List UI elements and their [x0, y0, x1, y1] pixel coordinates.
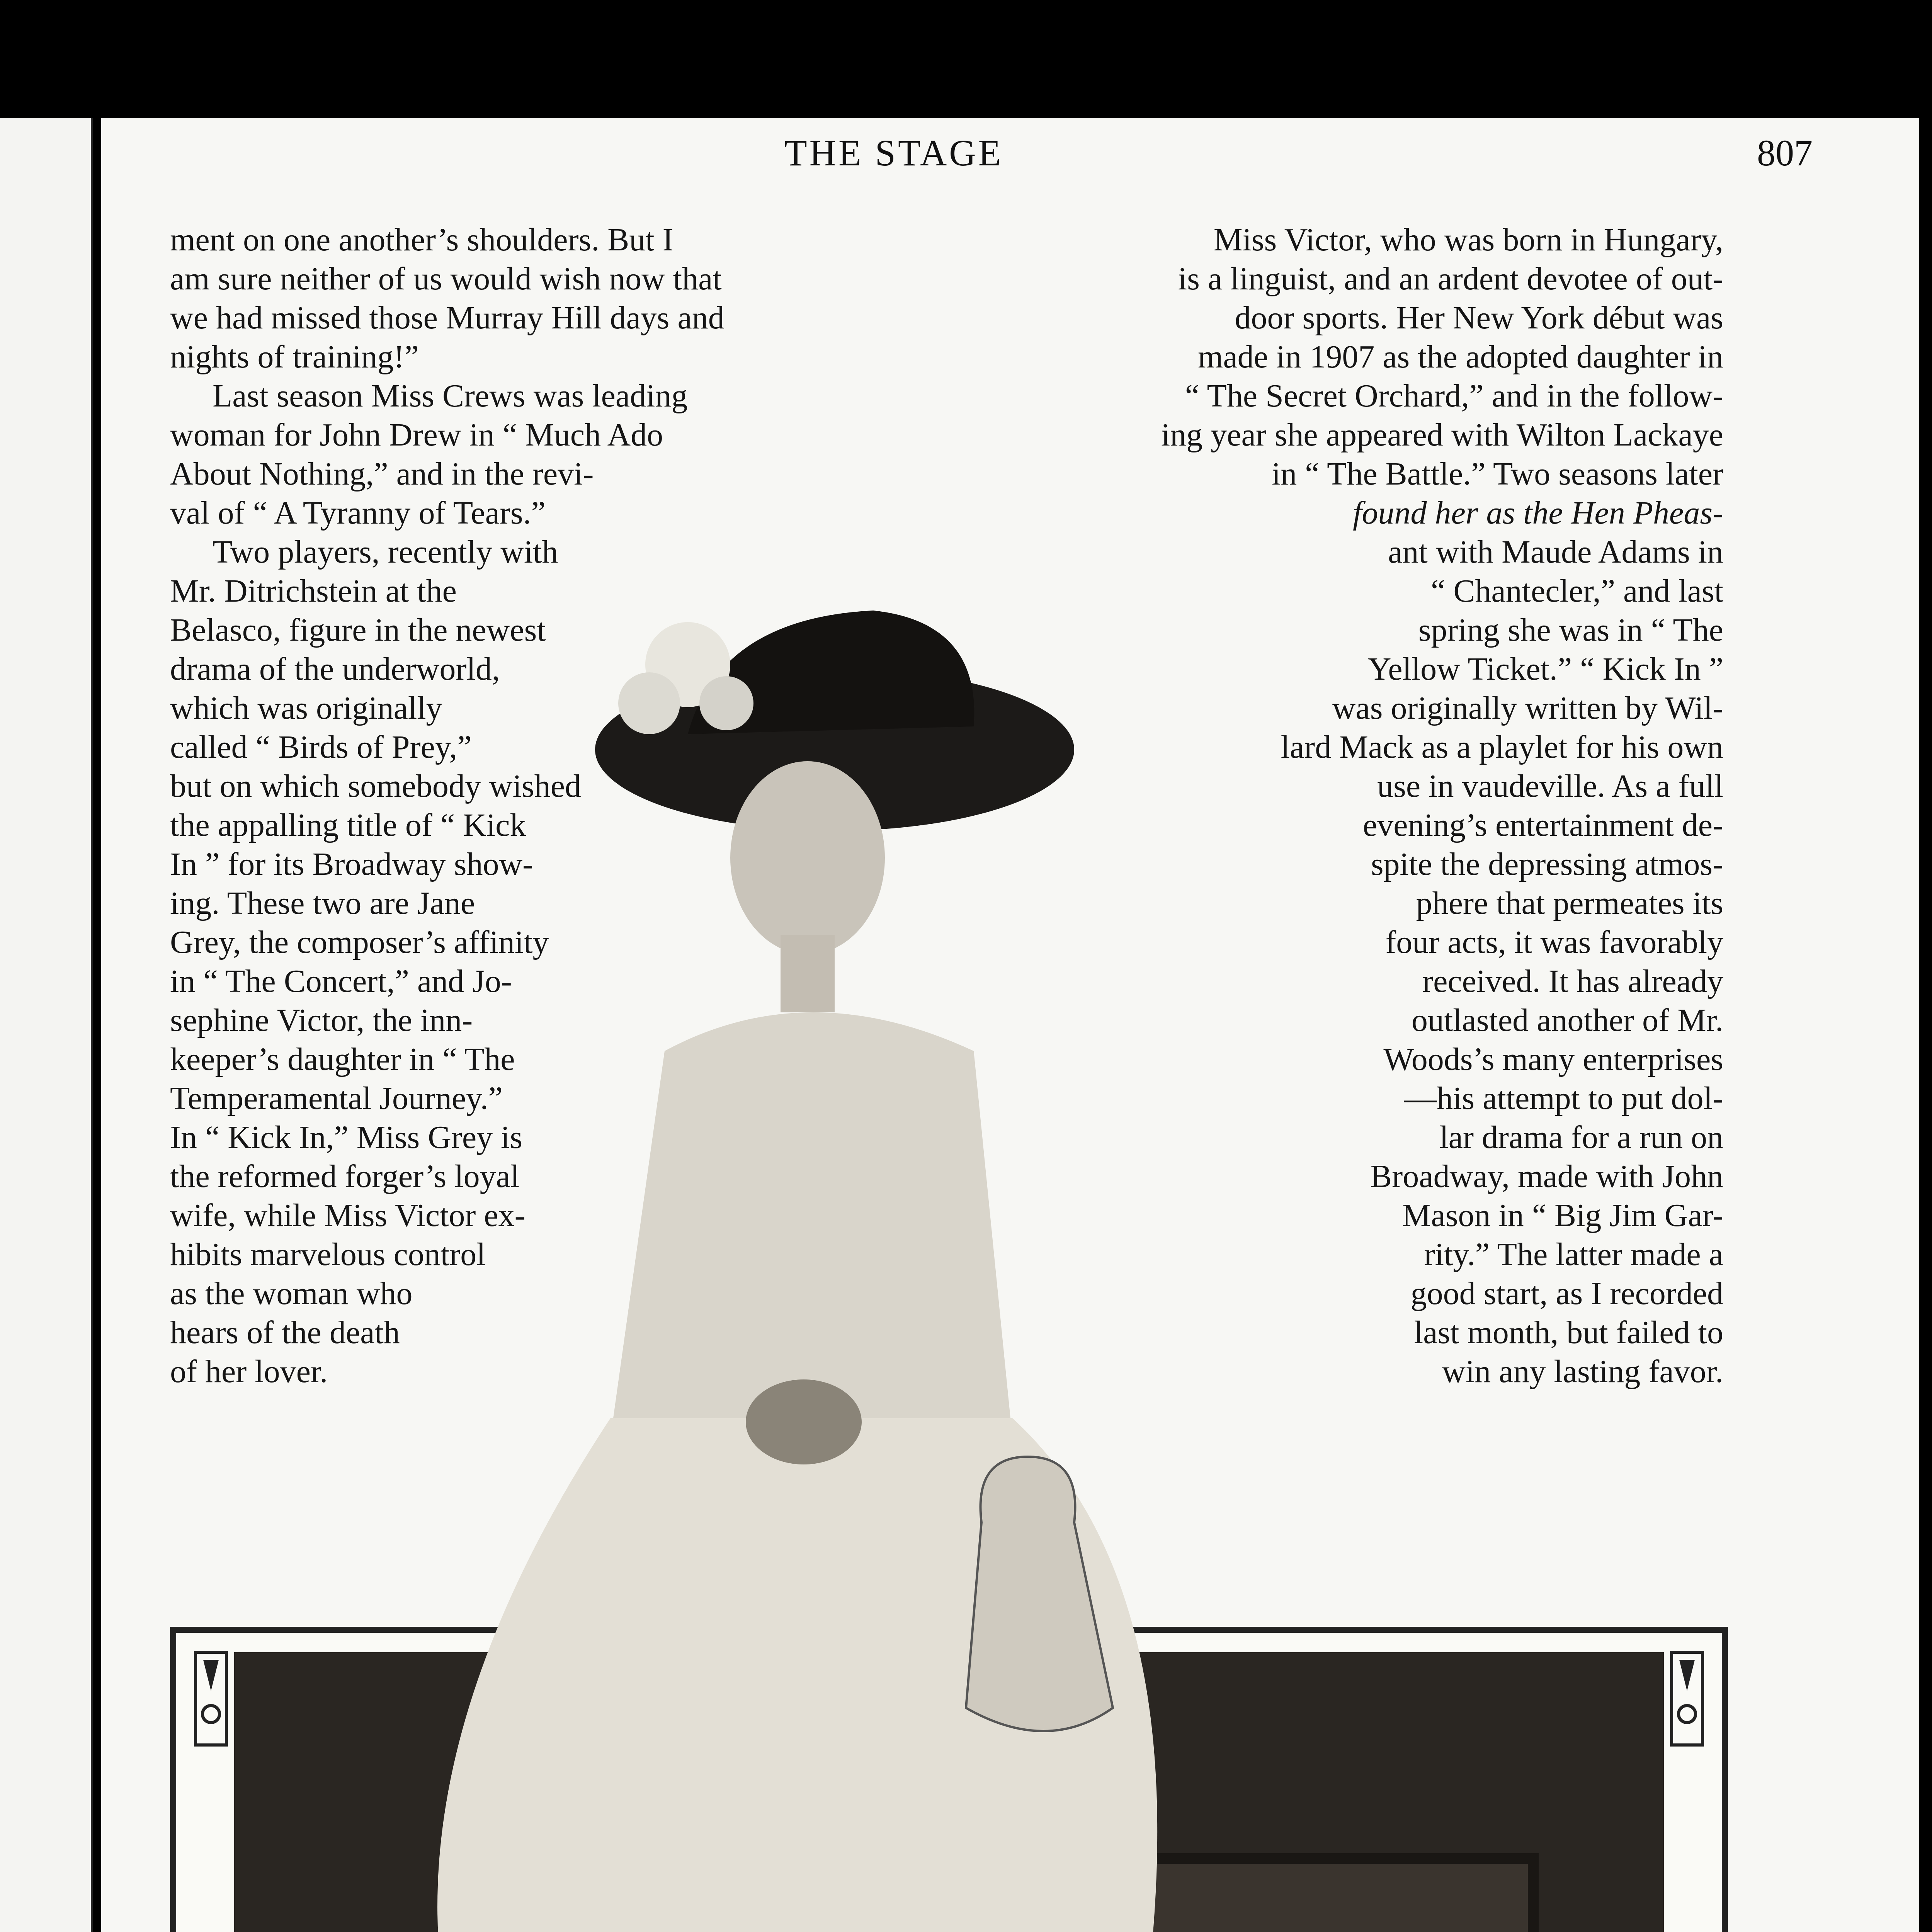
- text-line: win any lasting favor.: [1442, 1354, 1723, 1389]
- face: [730, 761, 885, 954]
- text-line: val of “ A Tyranny of Tears.”: [170, 495, 546, 531]
- text-line: outlasted another of Mr.: [1411, 1002, 1723, 1038]
- text-line: found her as the Hen Pheas-: [1353, 495, 1723, 531]
- text-line: Grey, the composer’s affinity: [170, 924, 549, 960]
- text-line: ant with Maude Adams in: [1388, 534, 1723, 570]
- text-line: sephine Victor, the inn-: [170, 1002, 473, 1038]
- text-line: wife, while Miss Victor ex-: [170, 1197, 526, 1233]
- gloved-hands: [746, 1379, 862, 1464]
- text-line: the appalling title of “ Kick: [170, 807, 526, 843]
- text-line: Mr. Ditrichstein at the: [170, 573, 457, 609]
- text-line: use in vaudeville. As a full: [1377, 768, 1723, 804]
- text-line: in “ The Battle.” Two seasons later: [1271, 456, 1723, 492]
- text-line: hibits marvelous control: [170, 1236, 486, 1272]
- text-line: last month, but failed to: [1414, 1315, 1723, 1350]
- text-line: —his attempt to put dol-: [1404, 1080, 1723, 1116]
- text-line: evening’s entertainment de-: [1363, 807, 1723, 843]
- text-line: the reformed forger’s loyal: [170, 1158, 520, 1194]
- text-line: rity.” The latter made a: [1424, 1236, 1723, 1272]
- text-line: In ” for its Broadway show-: [170, 846, 534, 882]
- text-line: Miss Victor, who was born in Hungary,: [1213, 222, 1723, 258]
- page-number: 807: [1757, 132, 1813, 173]
- text-line: Temperamental Journey.”: [170, 1080, 503, 1116]
- ornament-icon: [1664, 1648, 1710, 1749]
- text-line: lar drama for a run on: [1439, 1119, 1723, 1155]
- text-line: four acts, it was favorably: [1385, 924, 1723, 960]
- text-line: spring she was in “ The: [1418, 612, 1723, 648]
- text-line: Two players, recently with: [213, 534, 558, 570]
- text-line: called “ Birds of Prey,”: [170, 729, 472, 765]
- text-line: was originally written by Wil-: [1332, 690, 1723, 726]
- text-line: woman for John Drew in “ Much Ado: [170, 417, 663, 453]
- text-line: good start, as I recorded: [1410, 1276, 1723, 1311]
- text-line: Mason in “ Big Jim Gar-: [1402, 1197, 1723, 1233]
- text-line: In “ Kick In,” Miss Grey is: [170, 1119, 523, 1155]
- text-line: but on which somebody wished: [170, 768, 581, 804]
- text-line: nights of training!”: [170, 339, 419, 375]
- text-line: made in 1907 as the adopted daughter in: [1198, 339, 1723, 375]
- text-line: door sports. Her New York début was: [1235, 300, 1723, 336]
- text-line: About Nothing,” and in the revi-: [170, 456, 594, 492]
- text-line: keeper’s daughter in “ The: [170, 1041, 515, 1077]
- text-line: hears of the death: [170, 1315, 400, 1350]
- facing-page-edge: [0, 118, 93, 1932]
- text-line: which was originally: [170, 690, 442, 726]
- text-line: Last season Miss Crews was leading: [213, 378, 688, 414]
- ornament-icon: [188, 1648, 234, 1749]
- text-line: Woods’s many enterprises: [1383, 1041, 1723, 1077]
- text-line: ing year she appeared with Wilton Lackaye: [1161, 417, 1723, 453]
- text-line: Belasco, figure in the newest: [170, 612, 546, 648]
- text-line: received. It has already: [1422, 963, 1723, 999]
- text-line: phere that permeates its: [1416, 885, 1723, 921]
- text-line: am sure neither of us would wish now that: [170, 261, 722, 297]
- text-line: in “ The Concert,” and Jo-: [170, 963, 512, 999]
- text-line: “ The Secret Orchard,” and in the follow-: [1185, 378, 1723, 414]
- text-line: of her lover.: [170, 1354, 328, 1389]
- text-line: we had missed those Murray Hill days and: [170, 300, 724, 336]
- text-line: is a linguist, and an ardent devotee of out-: [1178, 261, 1723, 297]
- running-head: THE STAGE: [784, 132, 1003, 173]
- text-line: Broadway, made with John: [1370, 1158, 1723, 1194]
- text-line: lard Mack as a playlet for his own: [1281, 729, 1723, 765]
- text-line: as the woman who: [170, 1276, 413, 1311]
- text-line: Yellow Ticket.” “ Kick In ”: [1367, 651, 1723, 687]
- text-line: ment on one another’s shoulders. But I: [170, 222, 673, 258]
- text-line: “ Chantecler,” and last: [1431, 573, 1723, 609]
- text-line: drama of the underworld,: [170, 651, 500, 687]
- text-line: spite the depressing atmos-: [1371, 846, 1723, 882]
- dress-bodice: [611, 1012, 1012, 1437]
- portrait-photograph: [371, 587, 1279, 1932]
- text-line: ing. These two are Jane: [170, 885, 475, 921]
